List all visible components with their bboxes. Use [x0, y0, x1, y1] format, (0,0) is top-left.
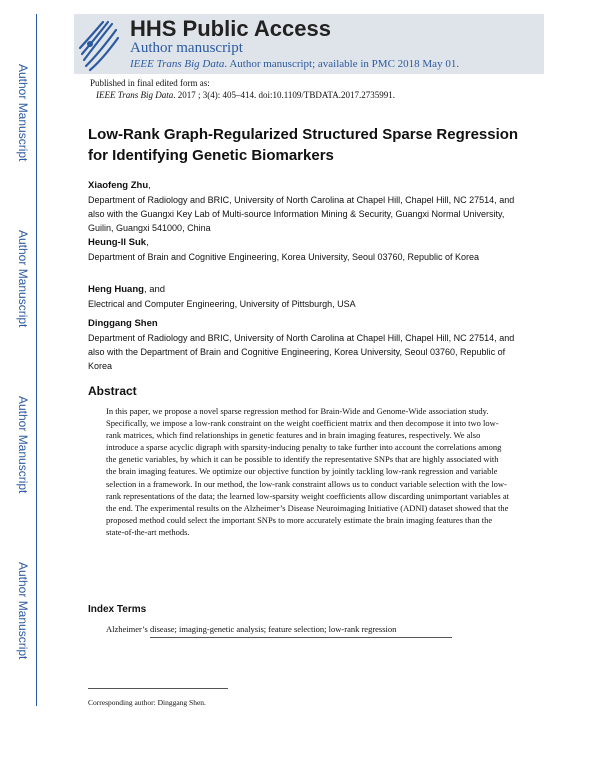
author-manuscript-subtitle: Author manuscript — [130, 40, 243, 56]
corresponding-author-footnote: Corresponding author: Dinggang Shen. — [88, 698, 206, 707]
footnote-rule — [88, 688, 228, 689]
author-manuscript-label: Author Manuscript — [16, 230, 30, 328]
author-affiliation: Electrical and Computer Engineering, University of Pittsburgh, USA — [88, 299, 356, 309]
author-name: Heung-Il Suk, — [88, 237, 149, 248]
author-name: Xiaofeng Zhu, — [88, 180, 151, 191]
author-affiliation: Department of Brain and Cognitive Engineering, Korea University, Seoul 03760, Republic of Korea — [88, 252, 480, 262]
hhs-eagle-logo-icon — [76, 14, 120, 72]
abstract-text: In this paper, we propose a novel sparse regression method for Brain-Wide and Genome-Wide association study. Specifically, we impose a low-rank constraint on the weight coefficient matrix and then decompose it into two low-rank matrices, which find relationships in genetic features and in brain imaging features, respectively. We also introduce a sparse acyclic digraph with sparsity-inducing penalty to take further into account the correlations among the genetic variables, by which it can be possible to identify the representative SNPs that are highly associated with the brain imaging features. We optimize our objective function by jointly tackling low-rank regression and variable selection in a framework. In our method, the low-rank constraint allows us to conduct variable selection with the low-rank representations of the data; the learned low-sparsity weight coefficients allow discarding unimportant variables at the end. The experimental results on the Alzheimer’s Disease Neuroimaging Initiative (ADNI) dataset showed that the proposed method could select the important SNPs to more accurately estimate the brain imaging features than the state-of-the-art methods. — [106, 406, 509, 537]
index-terms-heading: Index Terms — [88, 604, 147, 615]
abstract-heading: Abstract — [88, 384, 137, 398]
left-rail-line — [36, 14, 37, 706]
author-name: Heng Huang, and — [88, 284, 166, 295]
paper-title: Low-Rank Graph-Regularized Structured Sparse Regression for Identifying Genetic Biomarkers — [88, 126, 519, 164]
author-manuscript-label: Author Manuscript — [16, 64, 30, 162]
citation: IEEE Trans Big Data. 2017 ; 3(4): 405–414. doi:10.1109/TBDATA.2017.2735991. — [96, 90, 395, 100]
divider — [150, 637, 452, 638]
hhs-public-access-title: HHS Public Access — [130, 16, 331, 41]
author-affiliation: Department of Radiology and BRIC, University of North Carolina at Chapel Hill, Chapel Hill, NC 27514, and also with the Department of Brain and Cognitive Engineering, Korea University, Seoul 03760, Republic of Korea — [88, 333, 515, 371]
author-name: Dinggang Shen — [88, 318, 158, 329]
index-terms-text: Alzheimer’s disease; imaging-genetic analysis; feature selection; low-rank regression — [106, 624, 397, 634]
published-in-label: Published in final edited form as: — [90, 78, 210, 88]
author-manuscript-label: Author Manuscript — [16, 396, 30, 494]
journal-availability: IEEE Trans Big Data. Author manuscript; available in PMC 2018 May 01. — [130, 58, 460, 70]
author-affiliation: Department of Radiology and BRIC, University of North Carolina at Chapel Hill, Chapel Hill, NC 27514, and also with the Guangxi Key Lab of Multi-source Information Mining & Security, Guangxi Normal University, Guilin, Guangxi 541000, China — [88, 195, 515, 233]
author-manuscript-label: Author Manuscript — [16, 562, 30, 660]
